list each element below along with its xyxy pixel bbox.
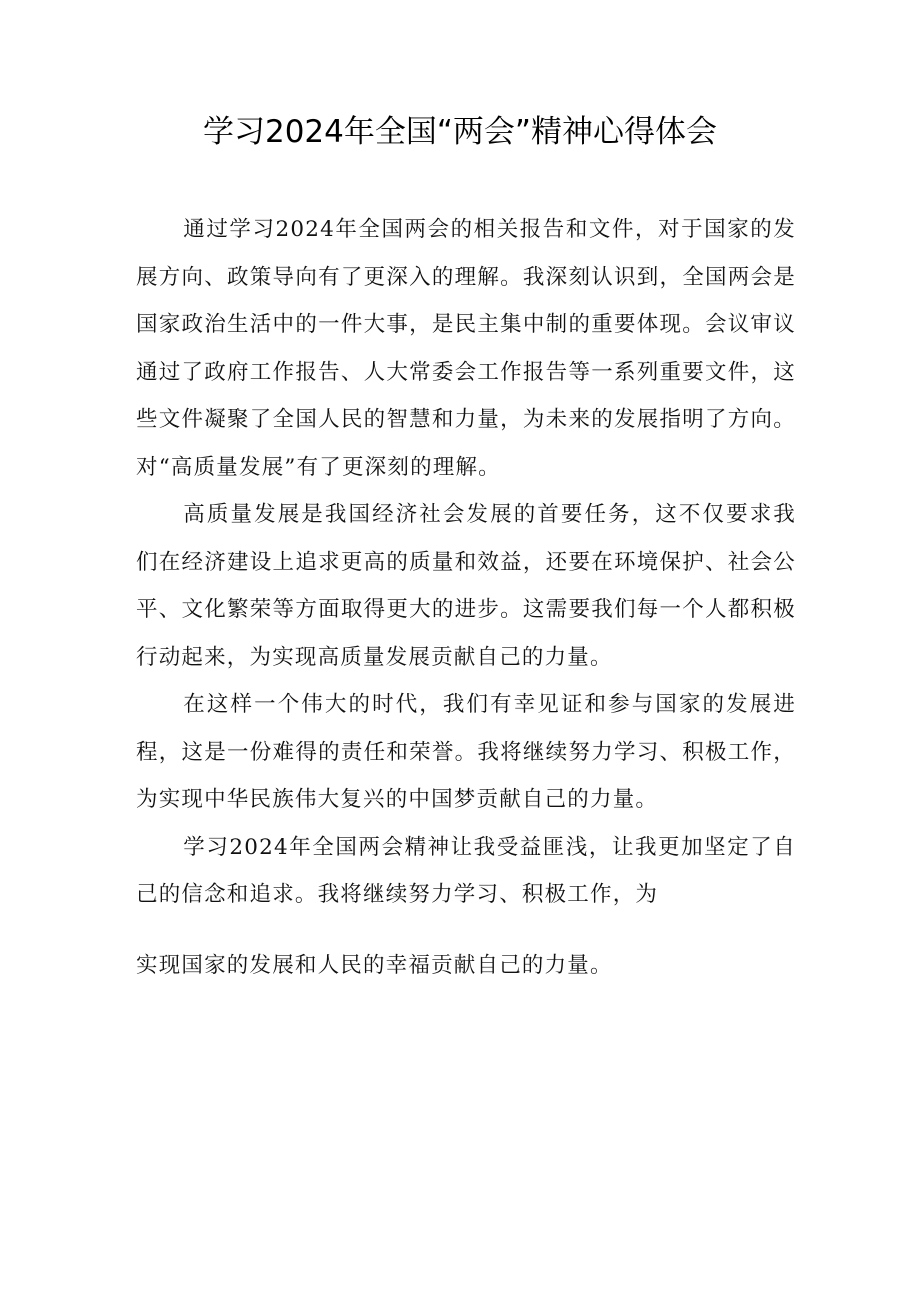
document-body [136,206,796,989]
paragraph-4-continuation: 实现国家的发展和人民的幸福贡献自己的力量。 [136,952,613,978]
paragraph-2: 高质量发展是我国经济社会发展的首要任务，这不仅要求我们在经济建设上追求更高的质量和效益，还要在环境保护、社会公平、文化繁荣等方面取得更大的进步。这需要我们每一个人都积极行动起来，为实现高质量发展贡献自己的力量。 [136,502,796,670]
paragraph-1: 通过学习2024年全国两会的相关报告和文件，对于国家的发展方向、政策导向有了更深入的理解。我深刻认识到，全国两会是国家政治生活中的一件大事，是民主集中制的重要体现。会议审议通过了政府工作报告、人大常委会工作报告等一系列重要文件，这些文件凝聚了全国人民的智慧和力量，为未来的发展指明了方向。对“高质量发展”有了更深刻的理解。 [136,217,796,480]
paragraph-3: 在这样一个伟大的时代，我们有幸见证和参与国家的发展进程，这是一份难得的责任和荣誉。我将继续努力学习、积极工作，为实现中华民族伟大复兴的中国梦贡献自己的力量。 [136,692,796,812]
document-title: 学习2024年全国“两会”精神心得体会 [202,114,717,150]
paragraph-4: 学习2024年全国两会精神让我受益匪浅，让我更加坚定了自己的信念和追求。我将继续努力学习、积极工作，为 [136,834,796,907]
